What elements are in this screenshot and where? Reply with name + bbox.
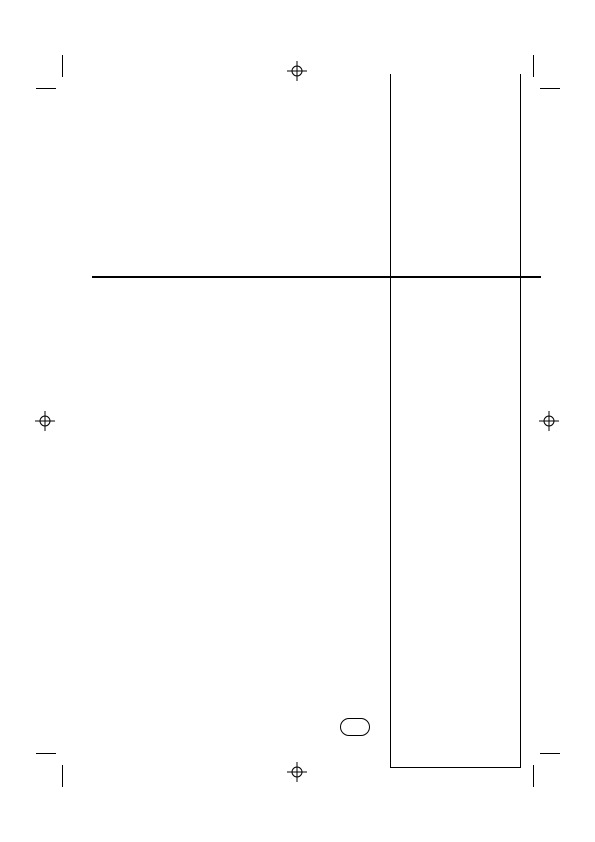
crop-mark: [62, 765, 63, 787]
frame-bottom-line: [390, 767, 521, 768]
crop-mark: [540, 88, 560, 89]
crop-mark: [540, 753, 560, 754]
section-rule: [92, 276, 541, 278]
registration-mark-icon: [34, 410, 56, 432]
crop-mark: [533, 55, 534, 77]
frame-vertical-line: [390, 74, 391, 767]
registration-mark-icon: [538, 410, 560, 432]
crop-mark: [36, 88, 56, 89]
frame-right-line: [520, 74, 521, 767]
crop-mark: [533, 765, 534, 787]
registration-mark-icon: [286, 761, 308, 783]
crop-mark: [36, 753, 56, 754]
crop-mark: [62, 55, 63, 77]
registration-mark-icon: [286, 60, 308, 82]
language-badge: [340, 718, 370, 736]
